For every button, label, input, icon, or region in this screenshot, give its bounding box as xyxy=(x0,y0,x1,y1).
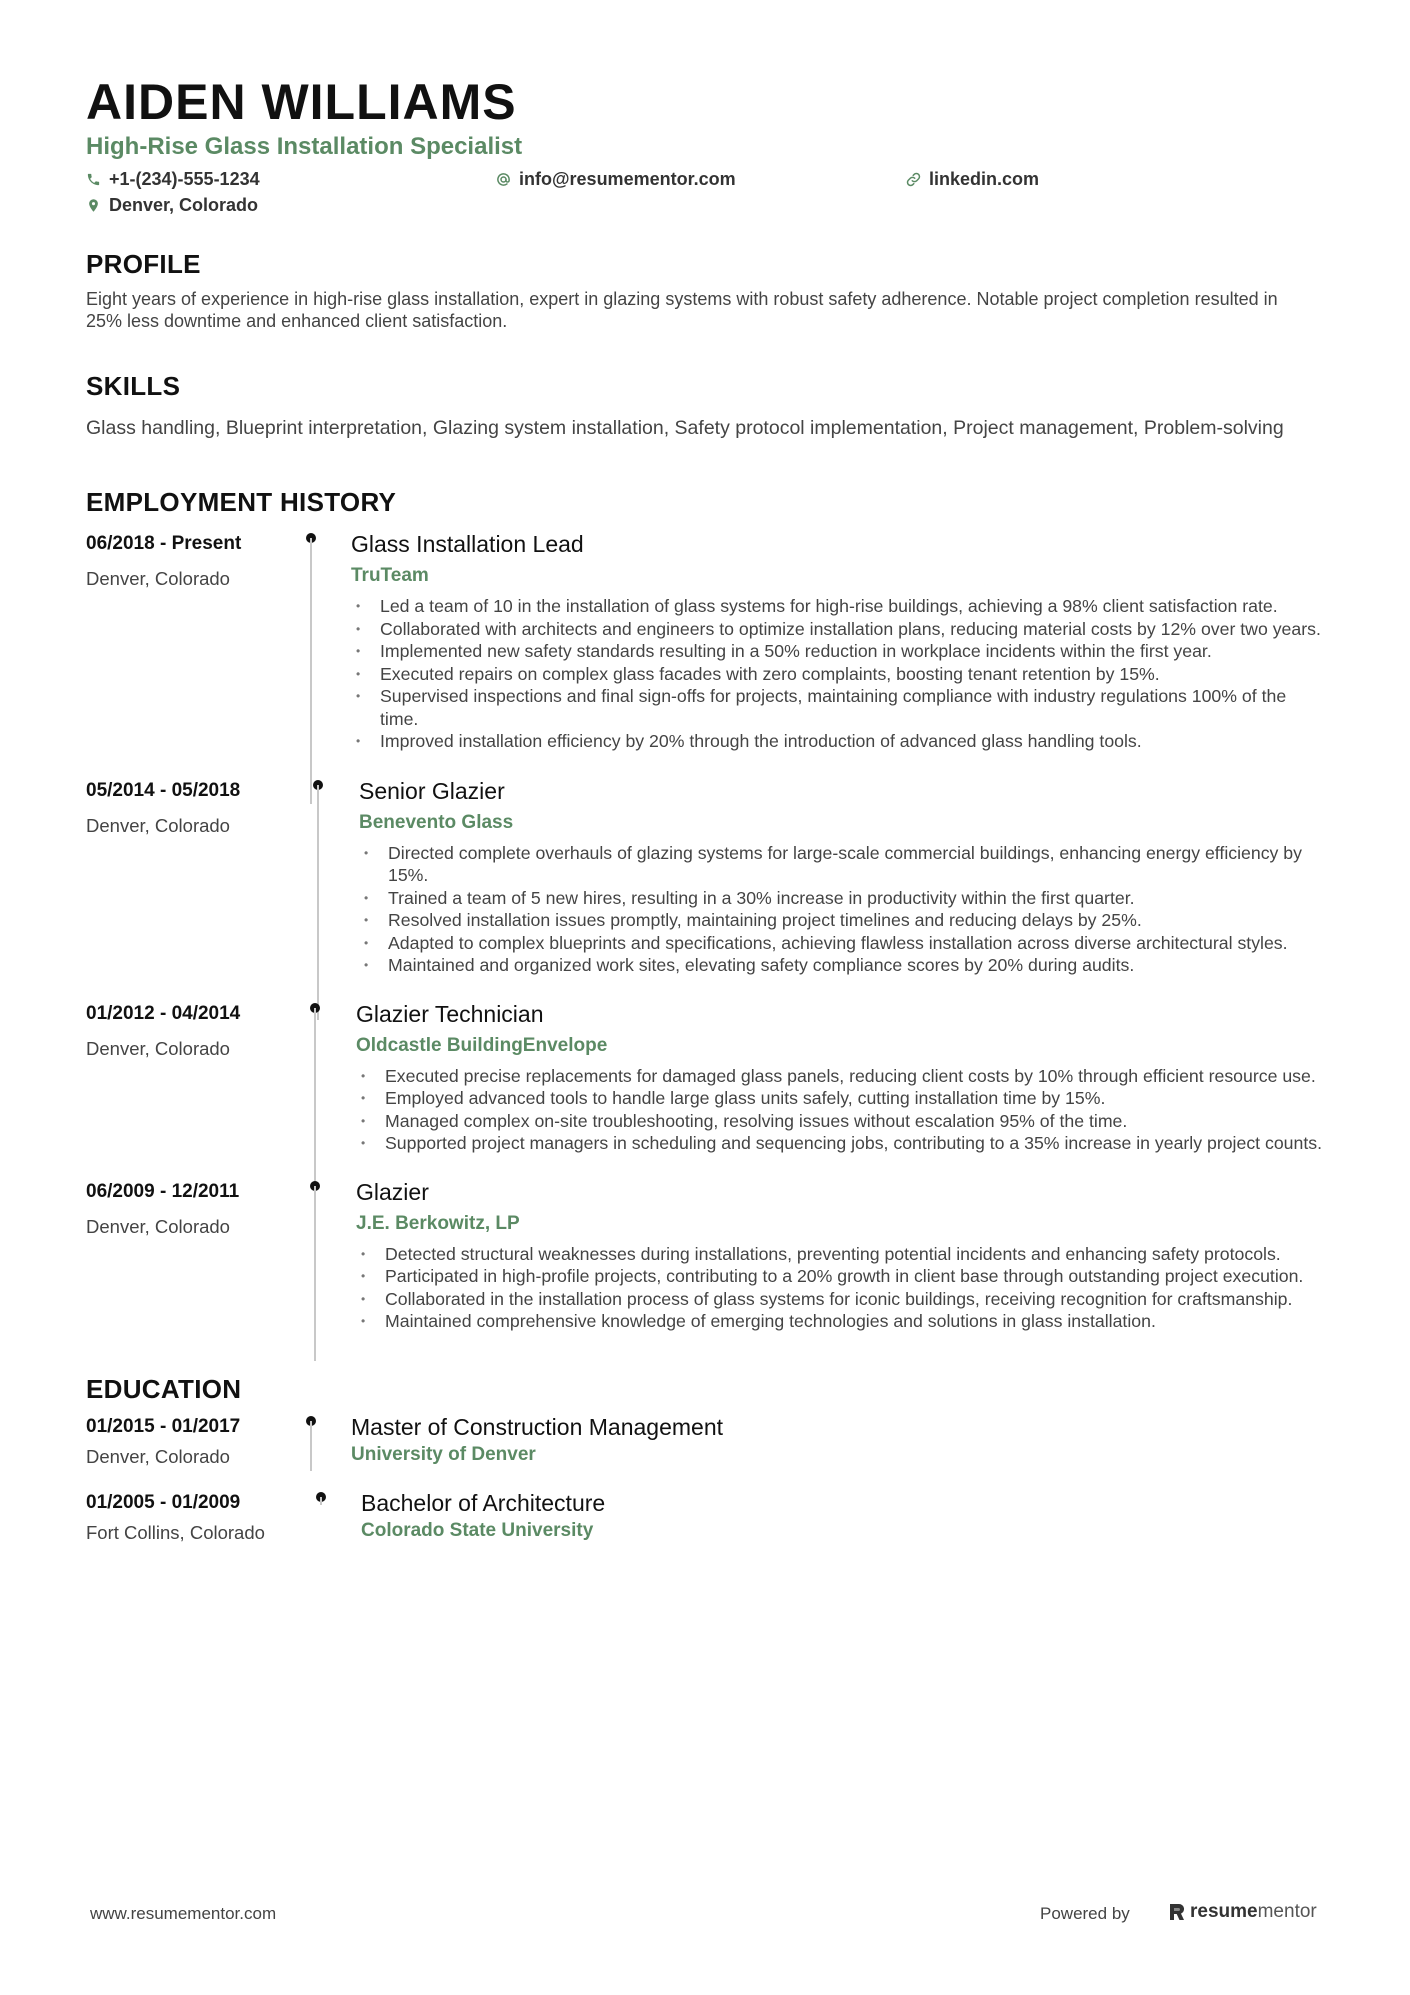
job-bullet: • Detected structural weaknesses during installations, preventing potential incidents and enhancing safety protocols. xyxy=(356,1243,1326,1266)
email-text[interactable]: info@resumementor.com xyxy=(519,168,736,189)
job-dates: 05/2014 - 05/2018 xyxy=(86,779,241,801)
job-meta xyxy=(86,1000,306,1155)
job-location: Denver, Colorado xyxy=(86,568,230,589)
job-bullets xyxy=(356,1243,1326,1333)
job-bullet: • Participated in high-profile projects, contributing to a 20% growth in client base through outstanding project execution. xyxy=(356,1265,1326,1288)
job-bullets xyxy=(356,1065,1326,1155)
timeline-line xyxy=(310,1421,312,1471)
education-degree: Bachelor of Architecture xyxy=(361,1489,606,1516)
job-dates: 06/2009 - 12/2011 xyxy=(86,1180,240,1202)
skills-heading: SKILLS xyxy=(86,371,181,401)
education-meta xyxy=(86,1489,306,1545)
job-bullet: • Maintained and organized work sites, elevating safety compliance scores by 20% during audits. xyxy=(359,954,1326,977)
job-company: Oldcastle BuildingEnvelope xyxy=(356,1034,608,1056)
at-icon xyxy=(496,172,511,187)
footer xyxy=(90,1901,1330,1930)
education-school: University of Denver xyxy=(351,1443,536,1465)
contact-row-1 xyxy=(86,166,1326,192)
job-entry xyxy=(86,777,1326,977)
linkedin-text[interactable]: linkedin.com xyxy=(929,168,1040,189)
job-bullet: • Maintained comprehensive knowledge of emerging technologies and solutions in glass installation. xyxy=(356,1310,1326,1333)
job-dates: 06/2018 - Present xyxy=(86,533,242,554)
job-location: Denver, Colorado xyxy=(86,814,230,836)
job-bullet: • Implemented new safety standards resulting in a 50% reduction in workplace incidents within the first year. xyxy=(351,640,1326,663)
contact-row-2 xyxy=(86,192,1326,218)
candidate-title: High-Rise Glass Installation Specialist xyxy=(86,133,523,160)
education-location: Denver, Colorado xyxy=(86,1445,230,1467)
resume-page xyxy=(86,72,1326,1545)
brand-text-bold: resume xyxy=(1190,1901,1258,1922)
job-title: Glass Installation Lead xyxy=(351,531,584,557)
resumementor-logo-icon xyxy=(1168,1902,1186,1922)
skills-section xyxy=(86,370,1326,440)
job-bullet: • Adapted to complex blueprints and specifications, achieving flawless installation across diverse architectural styles. xyxy=(359,932,1326,955)
job-details xyxy=(359,777,1326,977)
brand-text-light: mentor xyxy=(1257,1901,1317,1922)
job-meta xyxy=(86,777,306,977)
job-company: J.E. Berkowitz, LP xyxy=(356,1212,520,1234)
profile-section xyxy=(86,248,1326,332)
timeline-line xyxy=(317,785,319,1020)
job-bullet: • Trained a team of 5 new hires, resulting in a 30% increase in productivity within the first quarter. xyxy=(359,887,1326,910)
job-bullets xyxy=(351,595,1326,753)
job-bullet: • Managed complex on-site troubleshooting, resolving issues without escalation 95% of the time. xyxy=(356,1110,1326,1133)
skills-text: Glass handling, Blueprint interpretation, Glazing system installation, Safety protocol implementation, Project management, Problem-solving xyxy=(86,417,1284,439)
education-degree: Master of Construction Management xyxy=(351,1413,724,1440)
job-title: Glazier Technician xyxy=(356,1000,544,1027)
contact-email[interactable] xyxy=(496,166,906,192)
education-school: Colorado State University xyxy=(361,1519,594,1541)
job-bullet: • Employed advanced tools to handle large glass units safely, cutting installation time by 15%. xyxy=(356,1087,1326,1110)
job-bullet: • Executed repairs on complex glass facades with zero complaints, boosting tenant retention by 15%. xyxy=(351,663,1326,686)
candidate-name: AIDEN WILLIAMS xyxy=(86,74,517,130)
education-meta xyxy=(86,1413,306,1469)
job-bullet: • Directed complete overhauls of glazing systems for large-scale commercial buildings, enhancing energy efficiency by 15%. xyxy=(359,842,1326,887)
job-dates: 01/2012 - 04/2014 xyxy=(86,1002,241,1024)
contact-location xyxy=(86,192,258,218)
employment-heading: EMPLOYMENT HISTORY xyxy=(86,487,397,517)
phone-icon xyxy=(86,172,101,187)
powered-by-label: Powered by xyxy=(1040,1904,1130,1923)
job-meta xyxy=(86,530,306,753)
education-details xyxy=(361,1489,1326,1545)
job-bullet: • Collaborated with architects and engineers to optimize installation plans, reducing material costs by 12% over two years. xyxy=(351,618,1326,641)
job-bullet: • Supervised inspections and final sign-offs for projects, maintaining compliance with industry regulations 100% of the time. xyxy=(351,685,1326,730)
job-details xyxy=(351,530,1326,753)
job-location: Denver, Colorado xyxy=(86,1215,230,1237)
education-details xyxy=(351,1413,1326,1469)
timeline-line xyxy=(314,1186,316,1361)
job-details xyxy=(356,1000,1326,1155)
education-location: Fort Collins, Colorado xyxy=(86,1521,265,1543)
job-entry xyxy=(86,1178,1326,1333)
job-title: Glazier xyxy=(356,1178,429,1205)
location-pin-icon xyxy=(86,198,101,213)
education-heading: EDUCATION xyxy=(86,1373,242,1404)
contact-linkedin[interactable] xyxy=(906,166,1039,192)
footer-url[interactable]: www.resumementor.com xyxy=(90,1904,277,1923)
job-company: Benevento Glass xyxy=(359,811,514,833)
timeline-line xyxy=(320,1497,322,1505)
job-company: TruTeam xyxy=(351,565,429,586)
timeline-line xyxy=(310,538,312,804)
job-bullet: • Resolved installation issues promptly, maintaining project timelines and reducing delays by 25%. xyxy=(359,909,1326,932)
job-meta xyxy=(86,1178,306,1333)
education-dates: 01/2015 - 01/2017 xyxy=(86,1415,241,1437)
education-entry xyxy=(86,1489,1326,1545)
job-location: Denver, Colorado xyxy=(86,1037,230,1059)
job-entry xyxy=(86,1000,1326,1155)
employment-section xyxy=(86,486,1326,1333)
job-bullet: • Supported project managers in scheduling and sequencing jobs, contributing to a 35% increase in yearly project counts. xyxy=(356,1132,1326,1155)
job-bullet: • Led a team of 10 in the installation of glass systems for high-rise buildings, achieving a 98% client satisfaction rate. xyxy=(351,595,1326,618)
job-bullet: • Executed precise replacements for damaged glass panels, reducing client costs by 10% through efficient resource use. xyxy=(356,1065,1326,1088)
profile-text: Eight years of experience in high-rise glass installation, expert in glazing systems with robust safety adherence. Notable project completion resulted in 25% less downtime and enhanced client satisfaction. xyxy=(86,289,1278,331)
location-text: Denver, Colorado xyxy=(109,194,259,215)
phone-text: +1-(234)-555-1234 xyxy=(109,168,260,189)
education-dates: 01/2005 - 01/2009 xyxy=(86,1491,241,1513)
job-entry xyxy=(86,530,1326,753)
job-bullets xyxy=(359,842,1326,977)
education-section xyxy=(86,1373,1326,1545)
contact-phone xyxy=(86,166,496,192)
job-bullet: • Collaborated in the installation process of glass systems for iconic buildings, receiving recognition for craftsmanship. xyxy=(356,1288,1326,1311)
education-entry xyxy=(86,1413,1326,1469)
job-bullet: • Improved installation efficiency by 20% through the introduction of advanced glass handling tools. xyxy=(351,730,1326,753)
job-details xyxy=(356,1178,1326,1333)
job-title: Senior Glazier xyxy=(359,777,505,804)
link-icon xyxy=(906,172,921,187)
brand-logo[interactable] xyxy=(1168,1901,1317,1923)
profile-heading: PROFILE xyxy=(86,249,201,279)
